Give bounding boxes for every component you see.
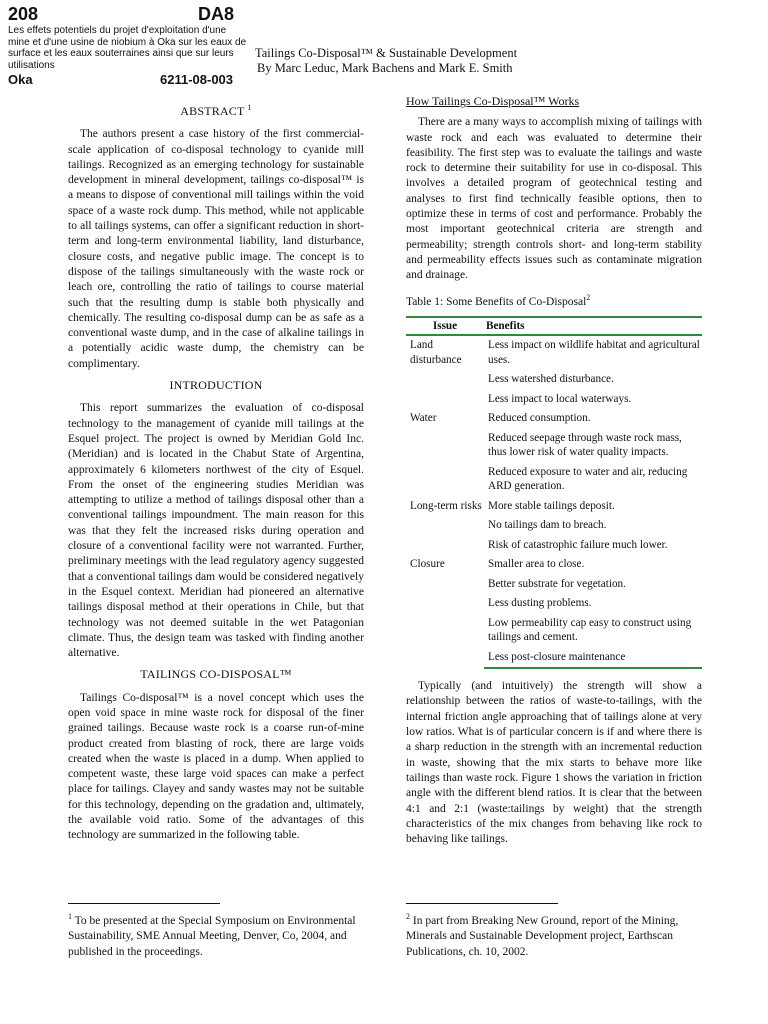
paper-title: Tailings Co-Disposal™ & Sustainable Development (255, 46, 518, 60)
tailings-heading: TAILINGS CO-DISPOSAL™ (140, 667, 292, 682)
issue-cell: Water (410, 412, 437, 425)
footnote-divider (406, 903, 558, 904)
table-caption: Table 1: Some Benefits of Co-Disposal$^2$ (406, 292, 591, 308)
benefit-cell: Reduced seepage through waste rock mass, thus lower risk of water quality impacts. (488, 431, 682, 459)
document-reference: 6211-08-003 (160, 72, 234, 87)
benefit-cell: Less impact on wildlife habitat and agricultural uses. (488, 339, 700, 366)
tailings-paragraph: Tailings Co-disposal™ is a novel concept which uses the open void space in mine waste rock for disposal of the finer grained tailings. Because waste rock is a coarse run-of-mine product created from blasting of rock, there are large voids created when the waste is placed in a dump. When applied to competent waste, these large void spaces can make a perfect place for tailings. Clayey and sandy wastes may not be suitable for this technology, depending on the gradation and, ultimately, the available void ratio. Some of the advantages of this technology are summarized in the following table. (68, 691, 364, 842)
abstract-heading: ABSTRACT $^1$ (180, 103, 252, 118)
issue-cell: Long-term risks (410, 499, 482, 512)
strength-paragraph: Typically (and intuitively) the strength will show a relationship between the ratios of waste-to-tailings, with the internal friction angle approaching that of tailings alone at very low ratios. What is of particular concern is if and where there is a sharp reduction in the strength with an incremental reduction in waste, showing that the mix starts to behave more like tailings than waste rock. Figure 1 shows the variation in friction angle with the different blend ratios. It is clear that the between 4:1 and 2:1 (waste:tailings by weight) that the strength characteristics of the mix changes from behaving like rock to behaving like tailings. (406, 680, 702, 846)
benefit-cell: Less post-closure maintenance (484, 648, 702, 669)
table-header-row (406, 317, 702, 336)
benefit-cell: Less dusting problems. (488, 597, 592, 610)
document-code: DA8 (198, 4, 235, 24)
benefit-cell: No tailings dam to breach. (488, 519, 607, 532)
benefit-cell: Reduced consumption. (488, 412, 591, 425)
benefit-cell: Less impact to local waterways. (488, 392, 632, 405)
how-works-paragraph: There are a many ways to accomplish mixing of tailings with waste rock and each was evaluated to determine their feasibility. The first step was to evaluate the tailings and waste rock to determine their suitability for use in co-disposal. This involves a detailed program of geotechnical testing and analyses to first find technically feasible options, then to optimize these in terms of cost and performance. Probably the most important geotechnical criteria are strength and permeability; strength controls short- and long-term stability and permeability effects issues such as contaminate migration and drainage. (406, 116, 702, 282)
footnote-mark: 2 (586, 292, 591, 302)
footnote-2: $^2$ In part from Breaking New Ground, report of the Mining, Minerals and Sustainable Development project, Earthscan Publications, ch. 10, 2002. (406, 912, 679, 958)
abstract-paragraph: The authors present a case history of the first commercial-scale application of co-disposal technology to cyanide mill tailings. Recognized as an emerging technology for sustainable development in mineral development, tailings co-disposal™ is a means to dispose of conventional mill tailings within the void space of a waste rock dump. This method, while not applicable to all tailings systems, can offer a significant reduction in short-term and long-term environmental liability, land disturbance, closure costs, and negative public image. The concept is to dispose of the tailings simultaneously with the waste rock or leach ore, controlling the ratio of tailings to course material such that the resulting dump is stable both physically and chemically. The resulting co-disposal dump can be as safe as a conventional waste dump, and in the case of alkaline tailings in a potentially acidic waste dump, the chemistry can be complimentary. (68, 128, 364, 370)
table-row (406, 497, 702, 517)
benefit-cell: Smaller area to close. (488, 558, 585, 571)
introduction-paragraph: This report summarizes the evaluation of co-disposal technology to the management of cyanide mill tailings at the Esquel project. The project is owned by Meridian Gold Inc. (Meridian) and is located in the Chabut State of Argentina, approximately 6 kilometers northwest of the city of Esquel. From the onset of the engineering studies Meridian was attempting to utilize a method of tailings disposal other than a conventional tailings impoundment. The main reason for this was that they felt the increased risks during operation and closure of a conventional facility were not warranted. Further, preliminary meetings with the lead regulatory agency suggested that a conventional tailings dam would be considered negatively in the Esquel context. Meridian had pioneered an alternative tailings disposal method at their operations in Chile, but that technology was not deemed suitable in the wet Patagonian climate. Thus, the design team was tasked with finding another alternative. (68, 402, 364, 660)
paper-title-block (255, 46, 517, 76)
table-row (406, 335, 702, 370)
benefit-cell: Less watershed disturbance. (488, 373, 614, 386)
table-row (406, 409, 702, 429)
paper-authors: By Marc Leduc, Mark Bachens and Mark E. Smith (257, 61, 513, 75)
left-column (68, 96, 364, 850)
introduction-heading: INTRODUCTION (169, 378, 263, 393)
issue-cell: Closure (410, 558, 445, 571)
how-works-heading: How Tailings Co-Disposal™ Works (406, 94, 580, 108)
footnote-mark: 1 (247, 103, 252, 112)
benefits-column-header: Benefits (484, 317, 702, 336)
benefit-cell: Better substrate for vegetation. (488, 577, 626, 590)
footnote-divider (68, 903, 220, 904)
footnote-1: $^1$ To be presented at the Special Symposium on Environmental Sustainability, SME Annual Meeting, Denver, Co, 2004, and published in the proceedings. (68, 912, 356, 958)
issue-column-header: Issue (406, 317, 484, 336)
document-location: Oka (8, 72, 33, 87)
right-column (406, 94, 702, 853)
document-page-number: 208 (8, 4, 39, 24)
document-description: Les effets potentiels du projet d'exploitation d'une mine et d'une usine de niobium à Oka sur les eaux de surface et les eaux souterraines ainsi que sur leurs utilisations (8, 25, 247, 71)
benefits-table (406, 316, 702, 670)
benefit-cell: Reduced exposure to water and air, reducing ARD generation. (488, 465, 688, 493)
table-row (406, 555, 702, 575)
issue-cell: Land disturbance (410, 339, 462, 366)
benefit-cell: Risk of catastrophic failure much lower. (488, 538, 668, 551)
benefit-cell: More stable tailings deposit. (488, 499, 615, 512)
benefit-cell: Low permeability cap easy to construct using tailings and cement. (488, 616, 692, 644)
